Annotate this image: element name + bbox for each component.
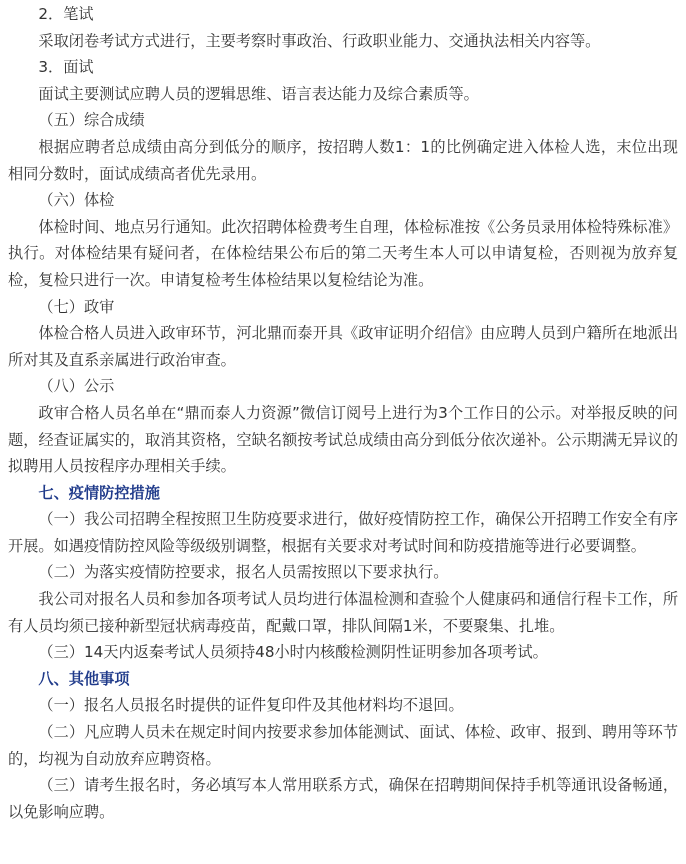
subheading-publicity: （八）公示 [38, 377, 115, 396]
subheading-political-review: （七）政审 [38, 297, 115, 316]
subheading-overall-score: （五）综合成绩 [38, 111, 145, 130]
paragraph-other-1: （一）报名人员报名时提供的证件复印件及其他材料均不退回。 [38, 696, 464, 715]
section-heading-other-matters: 八、其他事项 [38, 669, 130, 688]
paragraph-political-review: 体检合格人员进入政审环节，河北鼎而泰开具《政审证明介绍信》由应聘人员到户籍所在地派出所对其及直系亲属进行政治审查。 [8, 324, 678, 369]
paragraph-written-exam: 采取闭卷考试方式进行，主要考察时事政治、行政职业能力、交通执法相关内容等。 [38, 31, 601, 50]
paragraph-epidemic-2: （二）为落实疫情防控要求，报名人员需按照以下要求执行。 [38, 563, 449, 582]
paragraph-other-2: （二）凡应聘人员未在规定时间内按要求参加体能测试、面试、体检、政审、报到、聘用等环节的，均视为自动放弃应聘资格。 [8, 723, 678, 768]
paragraph-epidemic-1: （一）我公司招聘全程按照卫生防疫要求进行，做好疫情防控工作，确保公开招聘工作安全有序开展。如遇疫情防控风险等级级别调整，根据有关要求对考试时间和防疫措施等进行必要调整。 [8, 510, 678, 555]
subheading-interview: 3．面试 [38, 58, 94, 77]
paragraph-overall-score: 根据应聘者总成绩由高分到低分的顺序，按招聘人数1：1的比例确定进入体检人选，末位出现相同分数时，面试成绩高者优先录用。 [8, 137, 678, 183]
paragraph-epidemic-3: （三）14天内返秦考试人员须持48小时内核酸检测阴性证明参加各项考试。 [38, 643, 548, 662]
paragraph-publicity: 政审合格人员名单在“鼎而泰人力资源”微信订阅号上进行为3个工作日的公示。对举报反映的问题，经查证属实的，取消其资格，空缺名额按考试总成绩由高分到低分依次递补。公示期满无异议的拟聘用人员按程序办理相关手续。 [8, 403, 678, 476]
paragraph-interview: 面试主要测试应聘人员的逻辑思维、语言表达能力及综合素质等。 [38, 84, 479, 103]
subheading-written-exam: 2．笔试 [38, 5, 94, 23]
paragraph-other-3: （三）请考生报名时，务必填写本人常用联系方式，确保在招聘期间保持手机等通讯设备畅通，以免影响应聘。 [8, 776, 678, 821]
subheading-physical-exam: （六）体检 [38, 191, 115, 210]
section-heading-epidemic-prevention: 七、疫情防控措施 [38, 483, 160, 502]
paragraph-physical-exam: 体检时间、地点另行通知。此次招聘体检费考生自理，体检标准按《公务员录用体检特殊标准》执行。对体检结果有疑问者，在体检结果公布后的第二天考生本人可以申请复检，否则视为放弃复检，复检只进行一次。申请复检考生体检结果以复检结论为准。 [8, 217, 678, 289]
paragraph-epidemic-2-detail: 我公司对报名人员和参加各项考试人员均进行体温检测和查验个人健康码和通信行程卡工作，所有人员均须已接种新型冠状病毒疫苗，配戴口罩，排队间隔1米，不要聚集、扎堆。 [8, 590, 678, 635]
